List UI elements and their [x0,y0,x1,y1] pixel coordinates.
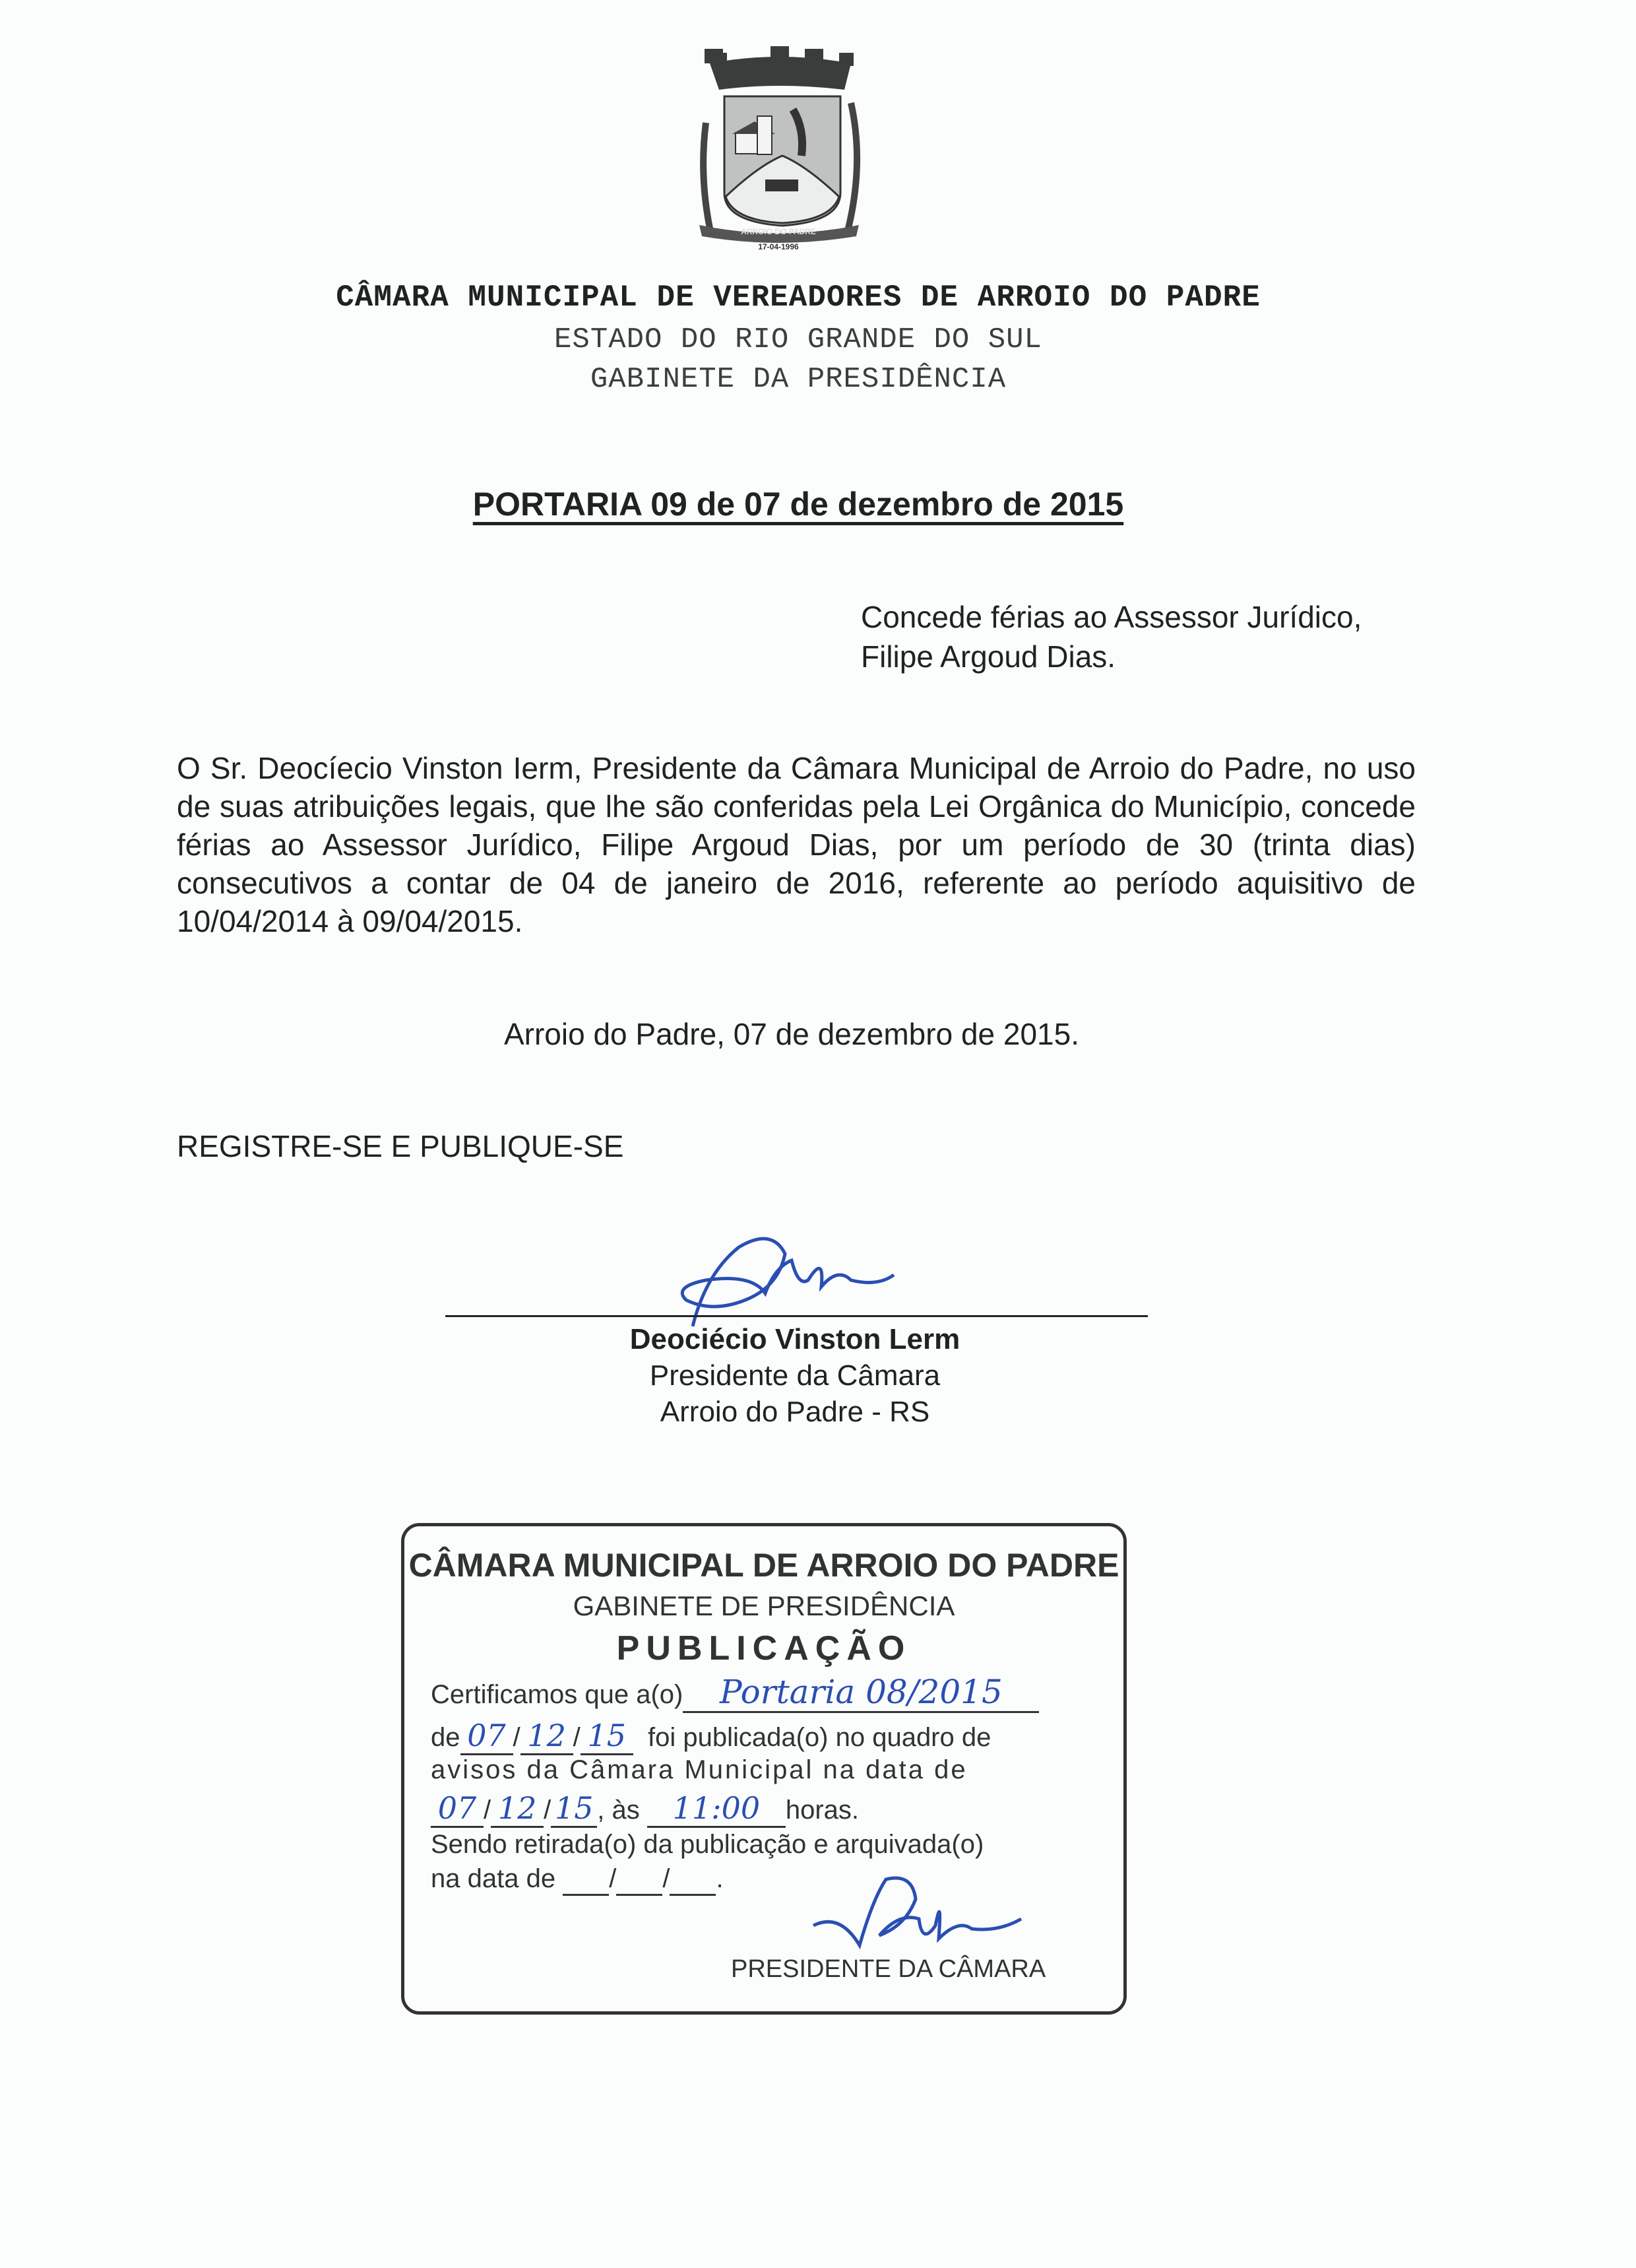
signer-name: Deociécio Vinston Lerm [629,1323,960,1355]
stamp-doc-date-line: de 07 / 12 / 15 foi publicada(o) no quadro de [431,1718,991,1755]
ementa-line-1: Concede férias ao Assessor Jurídico, [861,600,1362,634]
pub-hour: 11:00 [647,1790,786,1828]
pub-date-day: 07 [431,1790,484,1828]
stamp-signature [800,1873,1024,1959]
document-title: PORTARIA 09 de 07 de dezembro de 2015 [472,486,1124,523]
stamp-retirada: Sendo retirada(o) da publicação e arquivada(o) [431,1830,984,1859]
stamp-chamber-name: CÂMARA MUNICIPAL DE ARROIO DO PADRE [408,1547,1119,1584]
stamp-signer: PRESIDENTE DA CÂMARA [731,1955,1046,1983]
header-chamber-name: CÂMARA MUNICIPAL DE VEREADORES DE ARROIO DO PADRE [336,280,1261,315]
place-date: Arroio do Padre, 07 de dezembro de 2015. [503,1017,1080,1051]
stamp-na-data-line: na data de / / . [431,1864,724,1896]
ementa-line-2: Filipe Argoud Dias. [861,639,1116,674]
municipal-crest-logo [686,44,871,252]
stamp-office: GABINETE DE PRESIDÊNCIA [573,1590,955,1621]
crest-motto: ARROIO DO PADRE [741,227,816,236]
pub-date-year: 15 [551,1790,597,1828]
header-state: ESTADO DO RIO GRANDE DO SUL [554,323,1042,356]
pub-date-month: 12 [491,1790,544,1828]
signature-line [445,1315,1148,1317]
doc-date-year: 15 [581,1718,633,1755]
doc-date-month: 12 [520,1718,573,1755]
signer-location: Arroio do Padre - RS [660,1396,930,1428]
doc-date-day: 07 [460,1718,513,1755]
stamp-heading: PUBLICAÇÃO [616,1629,912,1668]
stamp-na-data-text: na data de [431,1864,556,1893]
signer-role: Presidente da Câmara [649,1359,941,1392]
publication-stamp [401,1523,1127,2015]
stamp-pub-date-line: 07 / 12 / 15 , às 11:00 horas. [431,1790,859,1828]
stamp-cert-doc: Portaria 08/2015 [683,1673,1039,1713]
handwritten-signature [666,1227,904,1333]
stamp-de-prefix: de [431,1723,460,1752]
body-paragraph: O Sr. Deocíecio Vinston Ierm, Presidente da Câmara Municipal de Arroio do Padre, no uso de suas atribuições legais, que lhe são conferidas pela Lei Orgânica do Município, concede férias ao Assessor Jurídico, Filipe Argoud Dias, por um período de 30 (trinta dias) consecutivos a contar de 04 de janeiro de 2016, referente ao período aquisitivo de 10/04/2014 à 09/04/2015. [177,751,1416,938]
header-office: GABINETE DA PRESIDÊNCIA [590,363,1007,396]
stamp-as-text: , às [597,1796,640,1825]
crest-date: 17-04-1996 [758,242,799,251]
registre-publique: REGISTRE-SE E PUBLIQUE-SE [177,1129,624,1163]
stamp-horas-text: horas. [785,1796,860,1825]
stamp-pub-text: foi publicada(o) no quadro de [647,1723,991,1752]
stamp-cert-line [431,1673,1039,1713]
stamp-cert-prefix: Certificamos que a(o) [431,1680,683,1709]
stamp-avisos: avisos da Câmara Municipal na data de [431,1755,968,1784]
